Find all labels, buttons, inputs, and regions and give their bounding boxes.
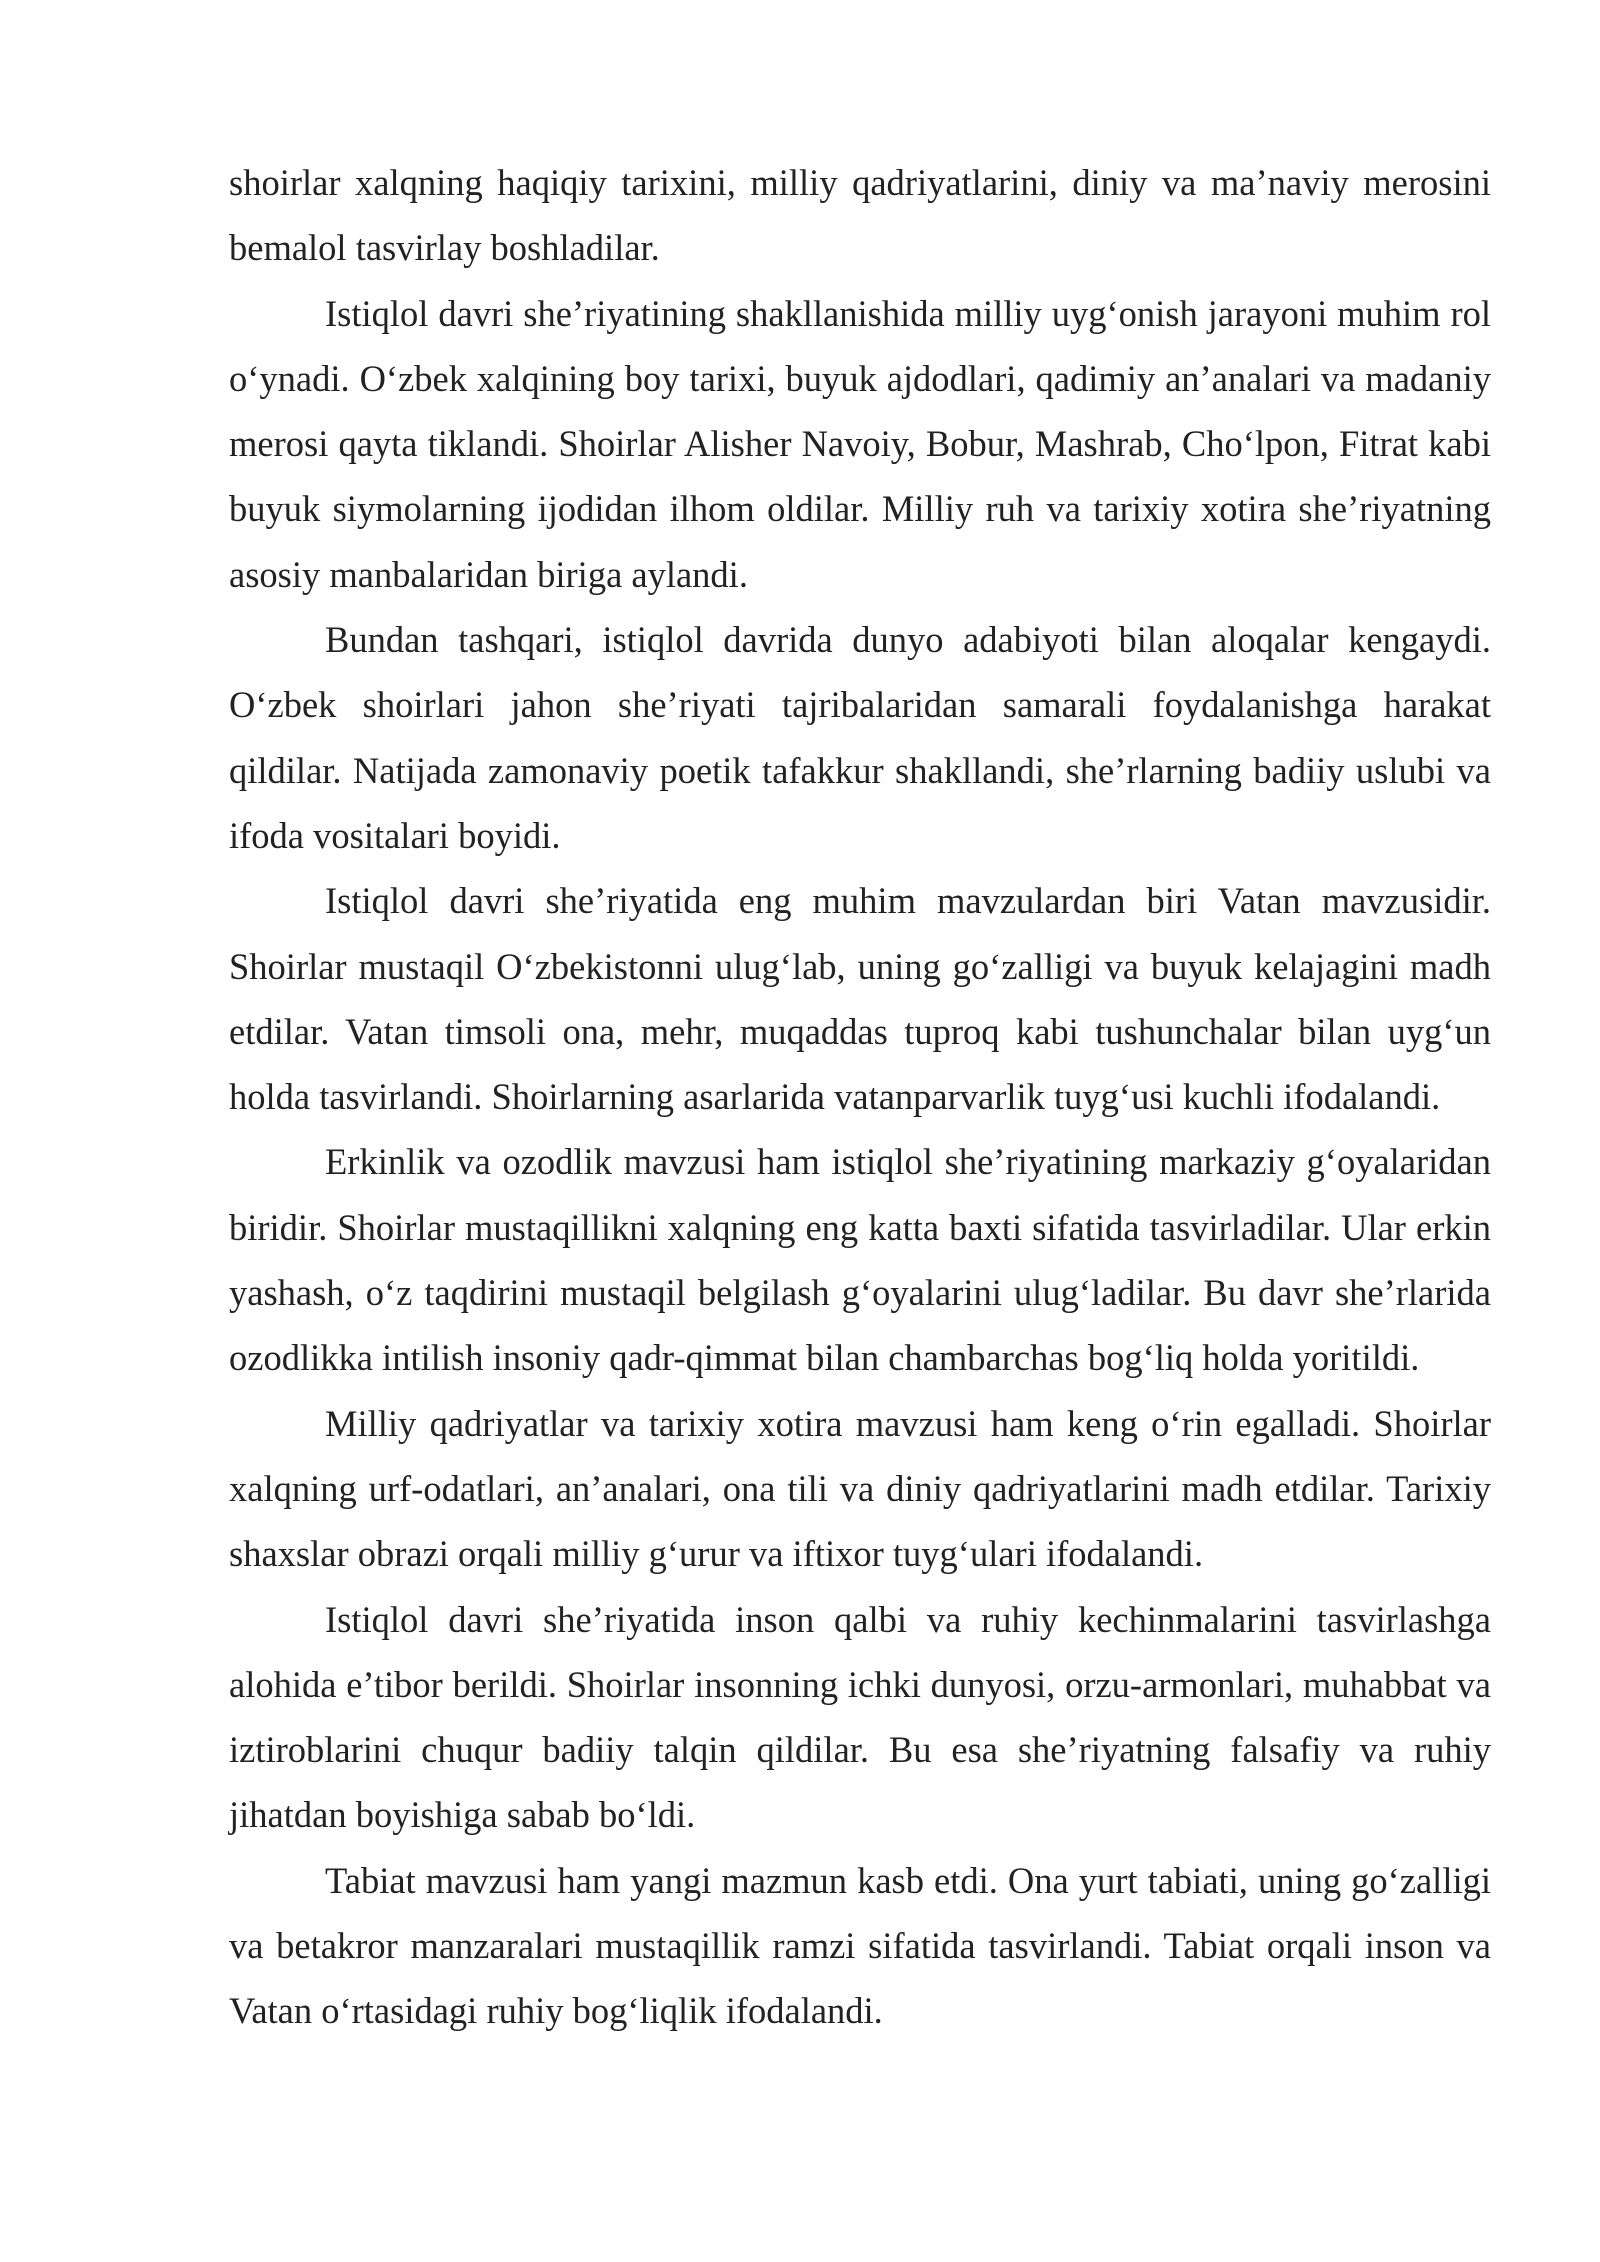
paragraph-world-literature: Bundan tashqari, istiqlol davrida dunyo adabiyoti bilan aloqalar kengaydi. O‘zbek shoirlari jahon she’riyati tajribalaridan samarali foydalanishga harakat qildilar. Natijada zamonaviy poetik tafakkur shakllandi, she’rlarning badiiy uslubi va ifoda vositalari boyidi. — [229, 619, 1491, 856]
paragraph-national-awakening: Istiqlol davri she’riyatining shakllanishida milliy uyg‘onish jarayoni muhim rol o‘ynadi. O‘zbek xalqining boy tarixi, buyuk ajdodlari, qadimiy an’analari va madaniy merosi qayta tiklandi. Shoirlar Alisher Navoiy, Bobur, Mashrab, Cho‘lpon, Fitrat kabi buyuk siymolarning ijodidan ilhom oldilar. Milliy ruh va tarixiy xotira she’riyatning asosiy manbalaridan biriga aylandi. — [229, 292, 1491, 595]
document-page — [229, 150, 1491, 2044]
paragraph-inner-world: Istiqlol davri she’riyatida inson qalbi va ruhiy kechinmalarini tasvirlashga alohida e’tibor berildi. Shoirlar insonning ichki dunyosi, orzu-armonlari, muhabbat va iztiroblarini chuqur badiiy talqin qildilar. Bu esa she’riyatning falsafiy va ruhiy jihatdan boyishiga sabab bo‘ldi. — [229, 1598, 1491, 1836]
paragraph-homeland-theme: Istiqlol davri she’riyatida eng muhim mavzulardan biri Vatan mavzusidir. Shoirlar mustaqil O‘zbekistonni ulug‘lab, uning go‘zalligi va buyuk kelajagini madh etdilar. Vatan timsoli ona, mehr, muqaddas tuproq kabi tushunchalar bilan uyg‘un holda tasvirlandi. Shoirlarning asarlarida vatanparvarlik tuyg‘usi kuchli ifodalandi. — [229, 880, 1491, 1118]
paragraph-continuation: shoirlar xalqning haqiqiy tarixini, milliy qadriyatlarini, diniy va ma’naviy merosini bemalol tasvirlay boshladilar. — [229, 162, 1491, 269]
paragraph-freedom-theme: Erkinlik va ozodlik mavzusi ham istiqlol she’riyatining markaziy g‘oyalaridan biridir. Shoirlar mustaqillikni xalqning eng katta baxti sifatida tasvirladilar. Ular erkin yashash, o‘z taqdirini mustaqil belgilash g‘oyalarini ulug‘ladilar. Bu davr she’rlarida ozodlikka intilish insoniy qadr-qimmat bilan chambarchas bog‘liq holda yoritildi. — [229, 1141, 1491, 1379]
paragraph-nature-theme: Tabiat mavzusi ham yangi mazmun kasb etdi. Ona yurt tabiati, uning go‘zalligi va betakror manzaralari mustaqillik ramzi sifatida tasvirlandi. Tabiat orqali inson va Vatan o‘rtasidagi ruhiy bog‘liqlik ifodalandi. — [229, 1859, 1491, 2032]
paragraph-national-values: Milliy qadriyatlar va tarixiy xotira mavzusi ham keng o‘rin egalladi. Shoirlar xalqning urf-odatlari, an’analari, ona tili va diniy qadriyatlarini madh etdilar. Tarixiy shaxslar obrazi orqali milliy g‘urur va iftixor tuyg‘ulari ifodalandi. — [229, 1402, 1491, 1575]
